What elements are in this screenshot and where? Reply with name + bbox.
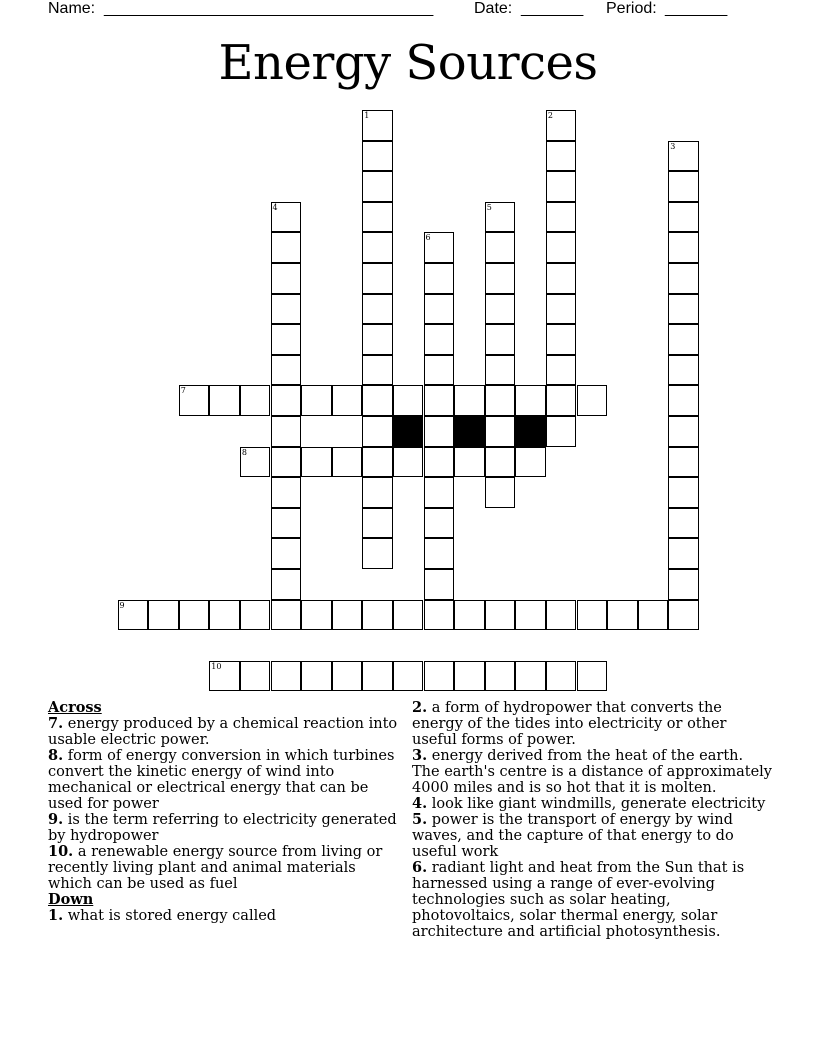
grid-cell[interactable] [301,385,332,416]
grid-cell[interactable] [485,385,516,416]
grid-cell[interactable] [485,324,516,355]
grid-cell[interactable] [362,294,393,325]
clue-number-4: 4 [272,202,278,212]
clue-number: 5. [412,811,428,828]
grid-cell[interactable] [485,355,516,386]
clue-number-8: 8 [241,447,247,457]
grid-cell[interactable] [424,661,455,692]
clue-text: look like giant windmills, generate electricity [427,796,766,812]
grid-cell[interactable] [424,294,455,325]
grid-cell[interactable] [668,477,699,508]
grid-cell[interactable] [668,416,699,447]
clue-number-9: 9 [119,600,125,610]
grid-cell[interactable] [546,110,577,141]
grid-cell[interactable] [546,141,577,172]
grid-cell[interactable] [485,661,516,692]
grid-cell[interactable] [668,447,699,478]
clue-number: 4. [412,795,428,812]
grid-cell[interactable] [362,141,393,172]
period-label: Period: [606,0,657,17]
clue-number: 9. [48,811,64,828]
down-clue [412,700,772,748]
black-cell [393,416,424,447]
puzzle-title: Energy Sources [218,35,598,91]
across-clue [48,748,403,812]
clue-number-6: 6 [425,233,431,243]
grid-cell[interactable] [668,538,699,569]
grid-cell[interactable] [668,141,699,172]
grid-cell[interactable] [546,600,577,631]
grid-cell[interactable] [454,385,485,416]
clue-number: 6. [412,859,428,876]
grid-cell[interactable] [668,294,699,325]
grid-cell[interactable] [515,385,546,416]
grid-cell[interactable] [546,232,577,263]
date-field-line[interactable]: _______ [521,0,584,17]
down-clue [412,812,772,860]
down-heading: Down [48,891,94,908]
grid-cell[interactable] [179,385,210,416]
grid-cell[interactable] [546,294,577,325]
grid-cell[interactable] [271,661,302,692]
grid-cell[interactable] [271,232,302,263]
black-cell [515,416,546,447]
grid-cell[interactable] [209,385,240,416]
grid-cell[interactable] [362,508,393,539]
clue-text: a form of hydropower that converts the energy of the tides into electricity or other useful forms of power. [412,700,727,748]
grid-cell[interactable] [362,600,393,631]
grid-cell[interactable] [546,385,577,416]
grid-cell[interactable] [240,661,271,692]
grid-cell[interactable] [668,355,699,386]
across-clue [48,716,403,748]
across-clue [48,812,403,844]
grid-cell[interactable] [546,263,577,294]
grid-cell[interactable] [546,661,577,692]
clue-number: 10. [48,843,74,860]
period-field-line[interactable]: _______ [665,0,728,17]
grid-cell[interactable] [362,538,393,569]
grid-cell[interactable] [577,661,608,692]
clue-number: 3. [412,747,428,764]
clue-number-7: 7 [180,386,186,396]
clue-number: 2. [412,699,428,716]
clue-text: a renewable energy source from living or recently living plant and animal materials which can be used as fuel [48,844,383,892]
clue-text: energy derived from the heat of the earth. The earth's centre is a distance of approximately 4000 miles and is so hot that it is molten. [412,748,772,796]
grid-cell[interactable] [362,385,393,416]
grid-cell[interactable] [424,355,455,386]
grid-cell[interactable] [240,600,271,631]
grid-cell[interactable] [546,355,577,386]
grid-cell[interactable] [668,508,699,539]
grid-cell[interactable] [301,447,332,478]
grid-cell[interactable] [546,416,577,447]
grid-cell[interactable] [424,263,455,294]
grid-cell[interactable] [271,416,302,447]
grid-cell[interactable] [271,569,302,600]
grid-cell[interactable] [209,600,240,631]
grid-cell[interactable] [424,416,455,447]
grid-cell[interactable] [485,600,516,631]
clues-left-column [48,700,403,924]
grid-cell[interactable] [362,447,393,478]
grid-cell[interactable] [148,600,179,631]
grid-cell[interactable] [362,324,393,355]
grid-cell[interactable] [393,447,424,478]
grid-cell[interactable] [668,232,699,263]
grid-cell[interactable] [362,263,393,294]
grid-cell[interactable] [362,202,393,233]
date-label: Date: [474,0,513,17]
down-clue [412,748,772,796]
down-clue [48,908,403,924]
grid-cell[interactable] [362,416,393,447]
down-clue-list-right [412,700,772,940]
grid-cell[interactable] [668,600,699,631]
clue-text: is the term referring to electricity generated by hydropower [48,812,397,844]
black-cell [454,416,485,447]
grid-cell[interactable] [485,202,516,233]
grid-cell[interactable] [424,447,455,478]
grid-cell[interactable] [362,171,393,202]
grid-cell[interactable] [424,324,455,355]
grid-cell[interactable] [668,569,699,600]
grid-cell[interactable] [301,600,332,631]
clue-number: 1. [48,907,64,924]
grid-cell[interactable] [485,294,516,325]
grid-cell[interactable] [332,661,363,692]
grid-cell[interactable] [424,569,455,600]
grid-cell[interactable] [577,600,608,631]
clue-text: what is stored energy called [63,908,277,924]
grid-cell[interactable] [271,600,302,631]
grid-cell[interactable] [209,661,240,692]
grid-cell[interactable] [515,600,546,631]
grid-cell[interactable] [332,385,363,416]
grid-cell[interactable] [271,202,302,233]
grid-cell[interactable] [179,600,210,631]
down-clue [412,796,772,812]
clue-text: form of energy conversion in which turbines convert the kinetic energy of wind into mechanical or electrical energy that can be used for power [48,748,395,812]
grid-cell[interactable] [332,447,363,478]
grid-cell[interactable] [546,324,577,355]
clue-number-10: 10 [211,661,222,671]
grid-cell[interactable] [485,447,516,478]
grid-cell[interactable] [393,661,424,692]
grid-cell[interactable] [362,477,393,508]
grid-cell[interactable] [393,385,424,416]
grid-cell[interactable] [271,385,302,416]
grid-cell[interactable] [332,600,363,631]
grid-cell[interactable] [393,600,424,631]
grid-cell[interactable] [271,538,302,569]
clue-number-5: 5 [486,202,492,212]
grid-cell[interactable] [271,447,302,478]
grid-cell[interactable] [454,447,485,478]
clue-number: 8. [48,747,64,764]
grid-cell[interactable] [485,263,516,294]
clue-text: energy produced by a chemical reaction into usable electric power. [48,716,398,748]
grid-cell[interactable] [240,385,271,416]
grid-cell[interactable] [546,202,577,233]
grid-cell[interactable] [424,508,455,539]
grid-cell[interactable] [638,600,669,631]
name-field-line[interactable]: _____________________________________ [104,0,434,17]
grid-cell[interactable] [271,508,302,539]
grid-cell[interactable] [668,385,699,416]
grid-cell[interactable] [515,447,546,478]
grid-cell[interactable] [485,416,516,447]
across-heading: Across [48,699,102,716]
grid-cell[interactable] [454,600,485,631]
grid-cell[interactable] [118,600,149,631]
clue-text: power is the transport of energy by wind waves, and the capture of that energy to do useful work [412,812,734,860]
grid-cell[interactable] [271,294,302,325]
grid-cell[interactable] [485,232,516,263]
grid-cell[interactable] [271,263,302,294]
grid-cell[interactable] [424,538,455,569]
down-clue [412,860,772,940]
grid-cell[interactable] [485,477,516,508]
grid-cell[interactable] [577,385,608,416]
grid-cell[interactable] [362,110,393,141]
clue-number-1: 1 [364,111,370,120]
grid-cell[interactable] [271,355,302,386]
grid-cell[interactable] [424,477,455,508]
grid-cell[interactable] [362,661,393,692]
across-clue-list [48,716,403,892]
clue-text: radiant light and heat from the Sun that is harnessed using a range of ever-evolving technologies such as solar heating, photovoltaics, solar thermal energy, solar architecture and artificial photosynthesis. [412,860,745,940]
grid-cell[interactable] [362,232,393,263]
grid-cell[interactable] [362,355,393,386]
grid-cell[interactable] [424,385,455,416]
grid-cell[interactable] [454,661,485,692]
grid-cell[interactable] [271,477,302,508]
grid-cell[interactable] [668,263,699,294]
clue-number: 7. [48,715,64,732]
grid-cell[interactable] [301,661,332,692]
grid-cell[interactable] [668,324,699,355]
grid-cell[interactable] [668,202,699,233]
clue-number-2: 2 [547,111,553,120]
name-label: Name: [48,0,96,17]
grid-cell[interactable] [607,600,638,631]
clue-number-3: 3 [670,141,676,151]
clues-right-column [412,700,772,940]
grid-cell[interactable] [668,171,699,202]
grid-cell[interactable] [424,232,455,263]
grid-cell[interactable] [546,171,577,202]
grid-cell[interactable] [424,600,455,631]
down-clue-list-left [48,908,403,924]
grid-cell[interactable] [240,447,271,478]
grid-cell[interactable] [271,324,302,355]
grid-cell[interactable] [515,661,546,692]
across-clue [48,844,403,892]
